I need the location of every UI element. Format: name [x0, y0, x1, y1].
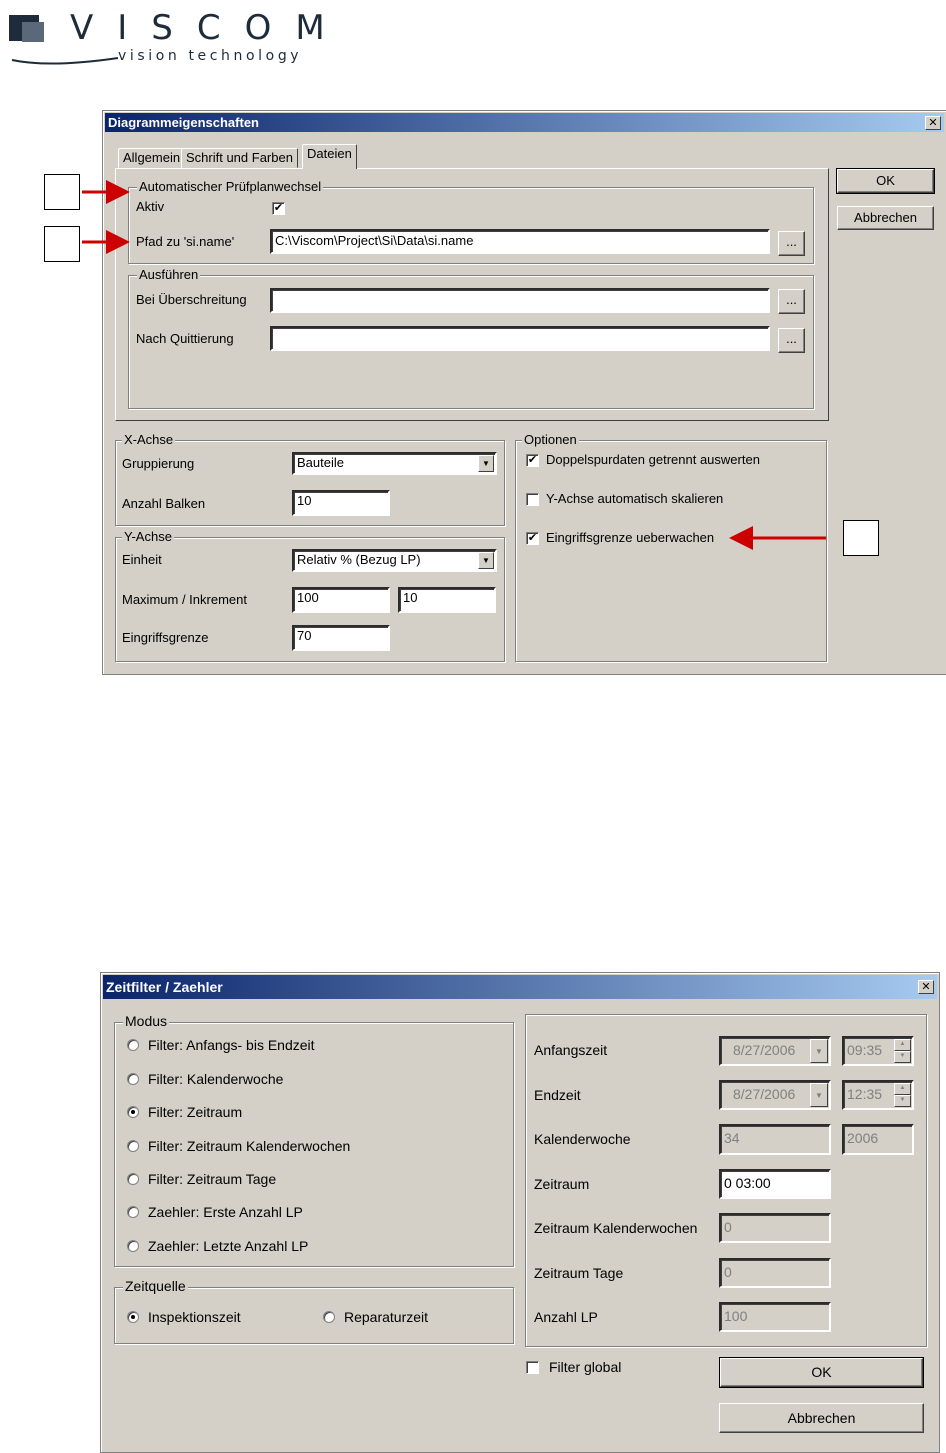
checkmark-icon: ✔	[273, 202, 284, 214]
maximum-input[interactable]: 100	[292, 587, 390, 613]
time-filter-dialog	[100, 972, 940, 1453]
dual-lane-label: Doppelspurdaten getrennt auswerten	[546, 452, 760, 467]
tab-label: Schrift und Farben	[186, 150, 293, 165]
tab-label: Allgemein	[123, 150, 181, 165]
logo-tagline: vision technology	[118, 48, 303, 64]
dropdown-arrow-icon[interactable]: ▼	[478, 552, 494, 569]
radio-start-end-label: Filter: Anfangs- bis Endzeit	[148, 1037, 315, 1053]
unit-value: Relativ % (Bezug LP)	[297, 552, 421, 567]
y-axis-legend: Y-Achse	[124, 529, 172, 544]
aktiv-label: Aktiv	[136, 199, 165, 214]
modus-legend: Modus	[125, 1013, 168, 1029]
time-span-input[interactable]: 0 03:00	[719, 1169, 831, 1199]
ausfuehren-legend: Ausführen	[139, 267, 199, 282]
end-time-value: 12:35	[847, 1086, 883, 1102]
pfad-input[interactable]: C:\Viscom\Project\Si\Data\si.name	[270, 229, 770, 254]
options-legend: Optionen	[524, 432, 577, 447]
start-time-label: Anfangszeit	[534, 1042, 608, 1058]
max-increment-label: Maximum / Inkrement	[122, 592, 247, 607]
dropdown-arrow-icon[interactable]: ▼	[810, 1039, 828, 1063]
radio-start-end-time[interactable]	[127, 1039, 139, 1051]
dropdown-arrow-icon[interactable]: ▼	[810, 1083, 828, 1107]
pfad-label: Pfad zu 'si.name'	[136, 234, 235, 249]
pcb-count-label: Anzahl LP	[534, 1309, 598, 1325]
auto-scale-label: Y-Achse automatisch skalieren	[546, 491, 724, 506]
radio-first-count-label: Zaehler: Erste Anzahl LP	[148, 1204, 303, 1220]
ok-button-label: OK	[876, 173, 895, 188]
bar-count-label: Anzahl Balken	[122, 496, 206, 511]
radio-time-span-label: Filter: Zeitraum	[148, 1104, 243, 1120]
radio-time-span[interactable]	[127, 1106, 139, 1118]
radio-repair-time[interactable]	[323, 1311, 335, 1323]
browse-label: ...	[786, 331, 797, 346]
end-time-input[interactable]	[842, 1080, 914, 1110]
browse-label: ...	[786, 292, 797, 307]
radio-last-count-label: Zaehler: Letzte Anzahl LP	[148, 1238, 309, 1254]
limit-label: Eingriffsgrenze	[122, 630, 209, 645]
grouping-value: Bauteile	[297, 455, 344, 470]
end-time-label: Endzeit	[534, 1087, 581, 1103]
exceed-label: Bei Überschreitung	[136, 292, 247, 307]
time-span-label: Zeitraum	[534, 1176, 590, 1192]
span-calendar-weeks-label: Zeitraum Kalenderwochen	[534, 1220, 698, 1236]
monitor-limit-label: Eingriffsgrenze ueberwachen	[546, 530, 715, 545]
limit-input[interactable]: 70	[292, 625, 390, 651]
callout-arrows-icon	[0, 0, 946, 700]
calendar-week-label: Kalenderwoche	[534, 1131, 631, 1147]
start-time-input[interactable]	[842, 1036, 914, 1066]
ack-label: Nach Quittierung	[136, 331, 234, 346]
start-date-value: 8/27/2006	[733, 1042, 796, 1058]
dropdown-arrow-icon[interactable]: ▼	[478, 455, 494, 472]
ok-button-label: OK	[811, 1364, 832, 1380]
filter-global-label: Filter global	[549, 1359, 622, 1375]
end-date-value: 8/27/2006	[733, 1086, 796, 1102]
radio-span-days-label: Filter: Zeitraum Tage	[148, 1171, 277, 1187]
start-time-value: 09:35	[847, 1042, 883, 1058]
dialog-title: Zeitfilter / Zaehler	[106, 979, 223, 995]
start-date-picker[interactable]	[719, 1036, 831, 1066]
cancel-button-label: Abbrechen	[787, 1410, 856, 1426]
radio-calendar-week[interactable]	[127, 1073, 139, 1085]
radio-last-count[interactable]	[127, 1240, 139, 1252]
radio-span-calendar-weeks-label: Filter: Zeitraum Kalenderwochen	[148, 1138, 351, 1154]
radio-span-calendar-weeks[interactable]	[127, 1140, 139, 1152]
ok-button[interactable]	[720, 1358, 923, 1387]
span-calendar-weeks-input[interactable]: 0	[719, 1213, 831, 1243]
cancel-button-label: Abbrechen	[854, 210, 917, 225]
dialog-title-bar[interactable]	[103, 975, 937, 999]
end-date-picker[interactable]	[719, 1080, 831, 1110]
grouping-label: Gruppierung	[122, 456, 195, 471]
calendar-week-input[interactable]: 34	[719, 1124, 831, 1155]
radio-calendar-week-label: Filter: Kalenderwoche	[148, 1071, 284, 1087]
close-icon[interactable]: ✕	[918, 980, 934, 994]
pcb-count-input[interactable]: 100	[719, 1302, 831, 1332]
bar-count-input[interactable]: 10	[292, 490, 390, 516]
radio-span-days[interactable]	[127, 1173, 139, 1185]
tab-dateien[interactable]	[302, 144, 357, 169]
filter-global-checkbox[interactable]	[526, 1361, 539, 1374]
tab-label: Dateien	[307, 146, 352, 161]
span-days-input[interactable]: 0	[719, 1258, 831, 1288]
time-source-legend: Zeitquelle	[125, 1278, 186, 1294]
inspection-time-label: Inspektionszeit	[148, 1309, 241, 1325]
browse-label: ...	[786, 234, 797, 249]
logo-word: VISCOM	[70, 8, 349, 48]
unit-label: Einheit	[122, 552, 162, 567]
time-spinner-icon[interactable]: ▲ ▼	[894, 1039, 911, 1063]
radio-first-count[interactable]	[127, 1206, 139, 1218]
cancel-button[interactable]	[719, 1403, 924, 1433]
increment-input[interactable]: 10	[398, 587, 496, 613]
span-days-label: Zeitraum Tage	[534, 1265, 624, 1281]
time-spinner-icon[interactable]: ▲ ▼	[894, 1083, 911, 1107]
dialog-title: Diagrammeigenschaften	[108, 115, 259, 130]
checkmark-icon: ✔	[527, 454, 538, 466]
auto-plan-change-legend: Automatischer Prüfplanwechsel	[139, 179, 322, 194]
radio-inspection-time[interactable]	[127, 1311, 139, 1323]
x-axis-legend: X-Achse	[124, 432, 174, 447]
repair-time-label: Reparaturzeit	[344, 1309, 429, 1325]
calendar-year-input[interactable]: 2006	[842, 1124, 914, 1155]
close-icon[interactable]: ✕	[925, 116, 941, 130]
checkmark-icon: ✔	[527, 532, 538, 544]
